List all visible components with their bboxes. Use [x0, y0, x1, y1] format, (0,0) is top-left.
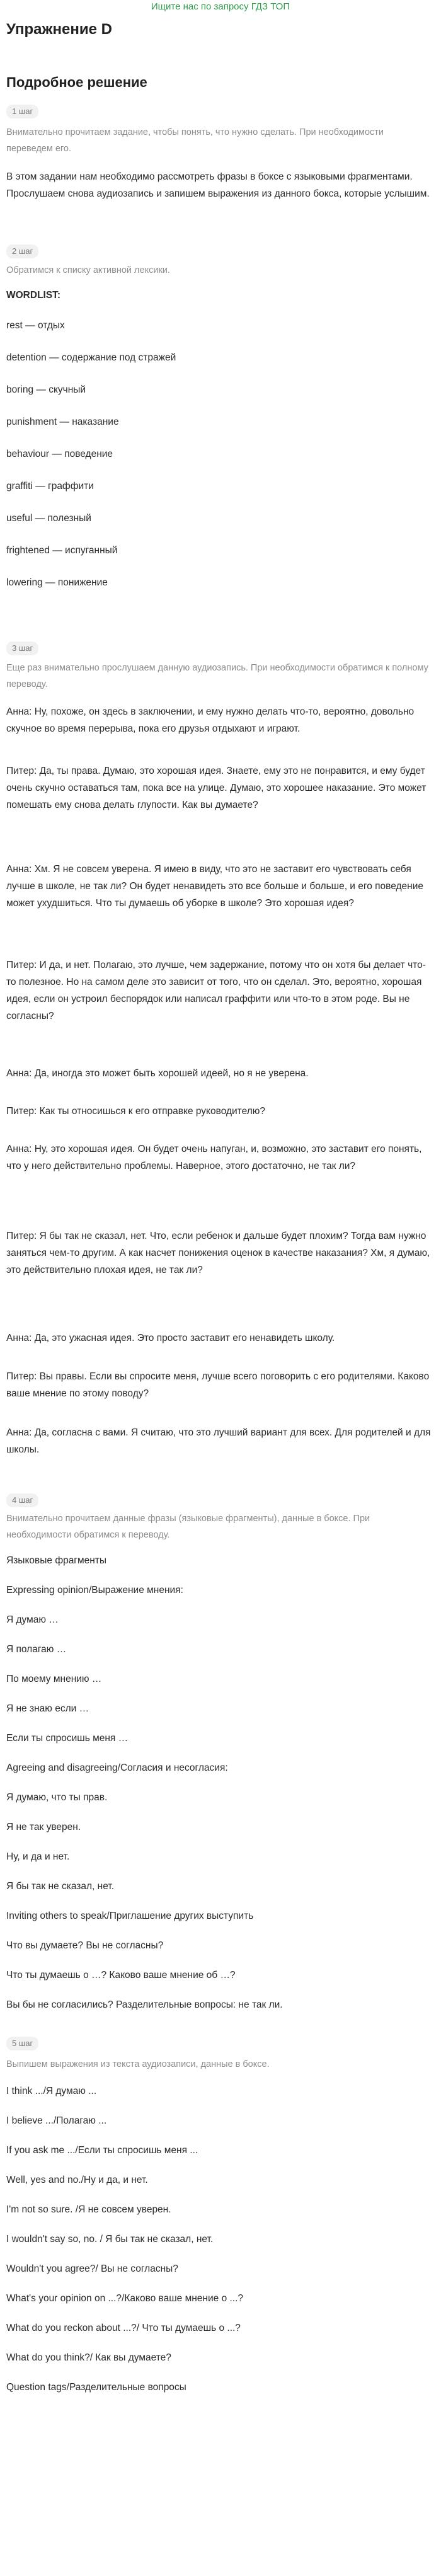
dialogue-paragraph: Питер: Да, ты права. Думаю, это хорошая идея. Знаете, ему это не понравится, и ему будет очень скучно оставаться там, пока все на улице. Думаю, это хорошее наказание. Это может помешать ему снова делать глупости. Как вы думаете? — [6, 766, 427, 810]
dialogue-paragraph: Питер: Вы правы. Если вы спросите меня, лучше всего поговорить с его родителями. Каково ваше мнение по этому поводу? — [6, 1371, 430, 1399]
expression-item: Wouldn't you agree?/ Вы не согласны? — [6, 2263, 178, 2274]
wordlist-item: frightened — испуганный — [6, 545, 118, 556]
wordlist-item: detention — содержание под стражей — [6, 352, 176, 363]
phrase-item: Agreeing and disagreeing/Согласия и несогласия: — [6, 1762, 228, 1773]
solution-subtitle: Подробное решение — [6, 74, 147, 90]
expression-item: Well, yes and no./Ну и да, и нет. — [6, 2175, 148, 2185]
wordlist-item: boring — скучный — [6, 384, 86, 395]
phrase-item: Что вы думаете? Вы не согласны? — [6, 1940, 164, 1951]
expression-item: I believe .../Полагаю ... — [6, 2115, 107, 2126]
top-note[interactable]: Ищите нас по запросу ГДЗ ТОП — [151, 1, 290, 12]
expression-item: What do you think?/ Как вы думаете? — [6, 2352, 171, 2363]
expression-item: I'm not so sure. /Я не совсем уверен. — [6, 2204, 171, 2215]
dialogue-paragraph: Питер: Как ты относишься к его отправке руководителю? — [6, 1106, 265, 1117]
phrase-item: Если ты спросишь меня … — [6, 1733, 129, 1744]
phrase-item: Языковые фрагменты — [6, 1555, 107, 1566]
phrase-item: Я полагаю … — [6, 1644, 67, 1655]
phrase-item: Ну, и да и нет. — [6, 1851, 70, 1862]
phrase-item: Я бы так не сказал, нет. — [6, 1881, 114, 1892]
step-hint: Внимательно прочитаем данные фразы (языковые фрагменты), данные в боксе. При необходимости обратимся к переводу. — [6, 1514, 370, 1540]
dialogue-paragraph: Питер: И да, и нет. Полагаю, это лучше, чем задержание, потому что он хотя бы делает что-то полезное. Но на самом деле это зависит от того, что он сделал. Это, вероятно, хорошая идея, если он устроил беспорядок или написал граффити или что-то в этом роде. Вы не согласны? — [6, 960, 426, 1021]
expression-item: Question tags/Разделительные вопросы — [6, 2382, 186, 2393]
dialogue-paragraph: Питер: Я бы так не сказал, нет. Что, если ребенок и дальше будет плохим? Тогда вам нужно заняться чем-то другим. А как насчет понижения оценок в качестве наказания? Хм, я думаю, это действительно плохая идея, не так ли? — [6, 1231, 430, 1275]
expression-item: If you ask me .../Если ты спросишь меня ... — [6, 2145, 198, 2156]
step-hint: Еще раз внимательно прослушаем данную аудиозапись. При необходимости обратимся к полному переводу. — [6, 663, 428, 689]
expression-item: I think .../Я думаю ... — [6, 2086, 97, 2096]
phrase-item: Вы бы не согласились? Разделительные вопросы: не так ли. — [6, 1999, 283, 2010]
phrase-item: Inviting others to speak/Приглашение других выступить — [6, 1911, 254, 1921]
step-badge: 1 шаг — [6, 105, 38, 118]
dialogue-paragraph: Анна: Ну, это хорошая идея. Он будет очень напуган, и, возможно, это заставит его понять, что у него действительно проблемы. Наверное, этого достаточно, не так ли? — [6, 1144, 422, 1171]
step-badge: 5 шаг — [6, 2037, 38, 2050]
step-text: В этом задании нам необходимо рассмотреть фразы в боксе с языковыми фрагментами. Прослушаем снова аудиозапись и запишем выражения из данного бокса, которые услышим. — [6, 171, 430, 199]
phrase-item: Я не знаю если … — [6, 1703, 89, 1714]
step-badge: 3 шаг — [6, 641, 38, 655]
dialogue-paragraph: Анна: Да, иногда это может быть хорошей идеей, но я не уверена. — [6, 1068, 309, 1079]
dialogue-paragraph: Анна: Да, это ужасная идея. Это просто заставит его ненавидеть школу. — [6, 1333, 335, 1343]
phrase-item: Expressing opinion/Выражение мнения: — [6, 1585, 183, 1596]
step-hint: Выпишем выражения из текста аудиозаписи, данные в боксе. — [6, 2059, 270, 2069]
phrase-item: Я думаю, что ты прав. — [6, 1792, 108, 1803]
expression-item: What's your opinion on ...?/Каково ваше мнение о ...? — [6, 2293, 244, 2304]
wordlist-item: lowering — понижение — [6, 577, 108, 588]
wordlist-item: behaviour — поведение — [6, 449, 113, 459]
step-hint: Внимательно прочитаем задание, чтобы понять, что нужно сделать. При необходимости переведем его. — [6, 127, 384, 154]
wordlist-item: useful — полезный — [6, 513, 91, 524]
dialogue-paragraph: Анна: Да, согласна с вами. Я считаю, что это лучший вариант для всех. Для родителей и для школы. — [6, 1427, 431, 1455]
wordlist-item: punishment — наказание — [6, 417, 119, 427]
expression-item: What do you reckon about ...?/ Что ты думаешь о ...? — [6, 2323, 241, 2333]
wordlist-item: rest — отдых — [6, 320, 65, 331]
step-badge: 4 шаг — [6, 1493, 38, 1507]
exercise-title: Упражнение D — [6, 21, 112, 38]
wordlist-item: graffiti — граффити — [6, 481, 94, 492]
phrase-item: Я не так уверен. — [6, 1822, 81, 1832]
phrase-item: Я думаю … — [6, 1614, 59, 1625]
wordlist-title: WORDLIST: — [6, 290, 61, 301]
expression-item: I wouldn't say so, no. / Я бы так не сказал, нет. — [6, 2234, 214, 2245]
phrase-item: Что ты думаешь о …? Каково ваше мнение об …? — [6, 1970, 236, 1981]
dialogue-paragraph: Анна: Хм. Я не совсем уверена. Я имею в виду, что это не заставит его чувствовать себя лучше в школе, не так ли? Он будет ненавидеть это все больше и больше, и его поведение может ухудшиться. Что ты думаешь об уборке в школе? Это хорошая идея? — [6, 864, 423, 909]
dialogue-paragraph: Анна: Ну, похоже, он здесь в заключении, и ему нужно делать что-то, вероятно, довольно скучное во время перерыва, пока его друзья отдыхают и играют. — [6, 706, 415, 734]
phrase-item: По моему мнению … — [6, 1674, 102, 1684]
step-hint: Обратимся к списку активной лексики. — [6, 265, 170, 275]
step-badge: 2 шаг — [6, 244, 38, 258]
